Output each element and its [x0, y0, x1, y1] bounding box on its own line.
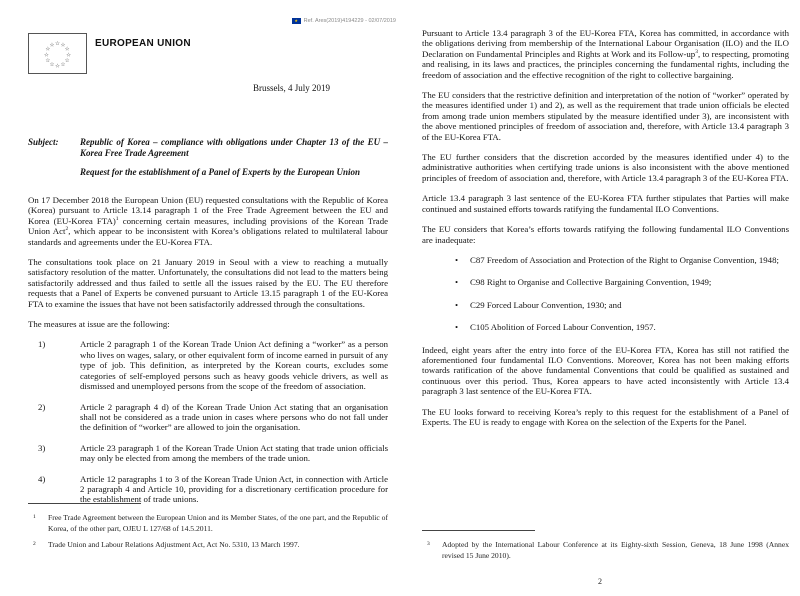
measure-item-3	[28, 443, 388, 464]
footnote-marker: 3	[427, 541, 430, 547]
measures-intro: The measures at issue are the following:	[28, 319, 170, 330]
svg-text:☆: ☆	[49, 42, 55, 49]
footnote-ref-3: 3	[695, 48, 698, 55]
bullet-icon: •	[455, 254, 459, 265]
paragraph: The EU looks forward to receiving Korea’s reply to this request for the establishment of a Panel of Experts. The EU is ready to engage with Korea on the selection of the Experts for the Panel.	[422, 406, 789, 427]
svg-text:☆: ☆	[64, 57, 70, 64]
footnote-text: Trade Union and Labour Relations Adjustment Act, Act No. 5310, 13 March 1997.	[48, 539, 300, 549]
measure-number: 4)	[38, 473, 46, 484]
measure-text: Article 2 paragraph 4 d) of the Korean Trade Union Act stating that an organisation shall not be considered as a trade union in cases where persons who do not fall under the definition of “worker” are allowed to join the organisation.	[80, 401, 388, 433]
measure-text: Article 12 paragraphs 1 to 3 of the Korean Trade Union Act, in connection with Article 2 paragraph 4 and Article 10, providing for a discretionary certification procedure for the establishment of trade unions.	[80, 473, 388, 505]
svg-text:☆: ☆	[55, 63, 60, 70]
footnote-1	[28, 513, 388, 535]
subject-label: Subject:	[28, 137, 59, 147]
page-2-footnotes	[422, 530, 789, 567]
paragraph-text: , which appear to be inconsistent with Korea’s obligations related to multilateral labour standards and agreements under the EU-Korea FTA.	[28, 226, 388, 247]
eu-flag-icon: ★	[292, 18, 301, 24]
bullet-text: C87 Freedom of Association and Protection of the Right to Organise Convention, 1948;	[470, 254, 779, 265]
paragraph-text: , to respecting, promoting and realising, in its laws and practices, the principles concerning the fundamental rights, including the freedom of association and the effective recognition of the right to collective bargaining.	[422, 48, 789, 80]
page-1-footnotes	[28, 503, 388, 555]
measure-number: 2)	[38, 401, 46, 412]
ref-banner	[292, 18, 396, 24]
footnote-text: Adopted by the International Labour Conference at its Eighty-sixth Session, Geneva, 18 June 1998 (Annex revised 15 June 2010).	[442, 540, 789, 560]
footnote-2	[28, 540, 388, 551]
eu-stars-logo-svg	[30, 35, 85, 72]
measure-text: Article 2 paragraph 1 of the Korean Trade Union Act defining a “worker” as a person who lives on wages, salary, or other equivalent form of income earned in pursuit of any type of job. This definition, as interpreted by the Korean courts, excludes some categories of self-employed persons such as heavy goods vehicle drivers, as well as dismissed and unemployed persons from the scope of the freedom of association.	[80, 339, 388, 392]
paragraph: The consultations took place on 21 January 2019 in Seoul with a view to reaching a mutually satisfactory resolution of the matter. Unfortunately, the consultations did not lead to the matters being satisfactorily addressed and thus failed to settle all the issues raised by the EU. The EU therefore requests that a Panel of Experts be convened pursuant to Article 13.15 paragraph 1 of the EU-Korea FTA to examine the issues that have not been satisfactorily addressed through the consultations.	[28, 257, 388, 309]
paragraph	[28, 195, 388, 247]
footnote-text: Free Trade Agreement between the European Union and its Member States, of the one part, and the Republic of Korea, of the other part, OJEU L 127/68 of 14.5.2011.	[48, 513, 388, 533]
bullet-text: C98 Right to Organise and Collective Bargaining Convention, 1949;	[470, 277, 712, 288]
svg-text:☆: ☆	[45, 57, 51, 64]
measure-item-4	[28, 474, 388, 505]
page-1-body	[28, 195, 388, 515]
svg-text:☆: ☆	[60, 42, 66, 49]
subject-line-1: Republic of Korea – compliance with obligations under Chapter 13 of the EU – Korea Free Trade Agreement	[80, 137, 388, 158]
bullet-text: C105 Abolition of Forced Labour Convention, 1957.	[470, 322, 656, 333]
measure-number: 3)	[38, 442, 46, 453]
svg-text:☆: ☆	[60, 61, 66, 68]
ref-text: Ref. Ares(2019)4194229 - 02/07/2019	[303, 18, 396, 24]
page-number: 2	[598, 577, 602, 586]
paragraph: The EU considers that Korea’s efforts towards ratifying the following fundamental ILO Conventions are inadequate:	[422, 224, 789, 245]
svg-text:☆: ☆	[45, 46, 51, 53]
footnote-3	[422, 540, 789, 562]
subject-label-spacer	[28, 167, 80, 178]
footnote-marker: 1	[33, 514, 36, 520]
svg-text:☆: ☆	[64, 46, 70, 53]
svg-text:☆: ☆	[55, 41, 60, 48]
bullet-text: C29 Forced Labour Convention, 1930; and	[470, 299, 622, 310]
bullet-item-4	[422, 322, 789, 332]
footnote-ref-2: 2	[65, 226, 69, 233]
measure-item-1	[28, 339, 388, 391]
footnote-separator	[422, 530, 535, 531]
measure-text: Article 23 paragraph 1 of the Korean Trade Union Act stating that trade union officials may only be elected from among the members of the trade union.	[80, 442, 388, 464]
eu-stars-logo	[28, 33, 87, 74]
measure-number: 1)	[38, 339, 46, 350]
subject-block	[28, 137, 388, 186]
footnote-separator	[28, 503, 141, 504]
paragraph: The EU considers that the restrictive definition and interpretation of the notion of “worker” operated by the measures identified under 1) and 2), as well as the requirement that trade union officials be elected from among trade union members stipulated by the measure identified under 3), are inconsistent with the above mentioned principles of freedom of association and, therefore, with Article 13.4 paragraph 3 of the EU-Korea FTA.	[422, 90, 789, 142]
bullet-item-1	[422, 255, 789, 265]
paragraph-text: On 17 December 2018 the European Union (EU) requested consultations with the Republic of Korea (Korea) pursuant to Article 13.14 paragraph 1 of the Free Trade Agreement between the EU and Korea (EU-Korea FTA)	[28, 195, 388, 226]
page-2	[400, 0, 800, 596]
bullet-item-3	[422, 300, 789, 310]
measure-item-2	[28, 402, 388, 433]
paragraph: Article 13.4 paragraph 3 last sentence of the EU-Korea FTA further stipulates that Parties will make continued and sustained efforts towards ratifying the fundamental ILO Conventions.	[422, 193, 789, 214]
paragraph: Indeed, eight years after the entry into force of the EU-Korea FTA, Korea has still not ratified the aforementioned four fundamental ILO Conventions. Moreover, Korea has not been making efforts towards ratification of the above fundamental Conventions that could be qualified as sustained and continuous over this period. Thus, Korea appears to have acted inconsistently with Article 13.4 paragraph 3 last sentence of the EU-Korea FTA.	[422, 344, 789, 397]
footnote-marker: 2	[33, 540, 36, 547]
place-date: Brussels, 4 July 2019	[253, 83, 331, 93]
svg-text:☆: ☆	[66, 52, 72, 59]
bullet-icon: •	[455, 277, 459, 288]
bullet-icon: •	[455, 299, 459, 310]
paragraph-text: concerning certain measures, including provisions of the Korean Trade Union Act	[28, 215, 388, 237]
org-name: EUROPEAN UNION	[95, 38, 191, 49]
bullet-item-2	[422, 277, 789, 287]
bullet-icon: •	[455, 322, 459, 333]
paragraph-text: Pursuant to Article 13.4 paragraph 3 of the EU-Korea FTA, Korea has committed, in accordance with the obligations deriving from membership of the International Labour Organisation (ILO) and the ILO Declaration on Fundamental Principles and Rights at Work and its Follow-up	[422, 28, 789, 59]
subject-line-2: Request for the establishment of a Panel of Experts by the European Union	[80, 167, 361, 177]
footnote-ref-1: 1	[115, 215, 119, 222]
svg-text:☆: ☆	[43, 52, 49, 59]
page-2-body	[422, 28, 789, 437]
paragraph	[422, 28, 789, 80]
svg-text:☆: ☆	[49, 61, 55, 68]
paragraph: The EU further considers that the discretion accorded by the measures identified under 4) to the administrative authorities when certifying trade unions is also inconsistent with the above mentioned principles of freedom of association and, therefore, with Article 13.4 paragraph 3 of the EU-Korea FTA.	[422, 152, 789, 183]
